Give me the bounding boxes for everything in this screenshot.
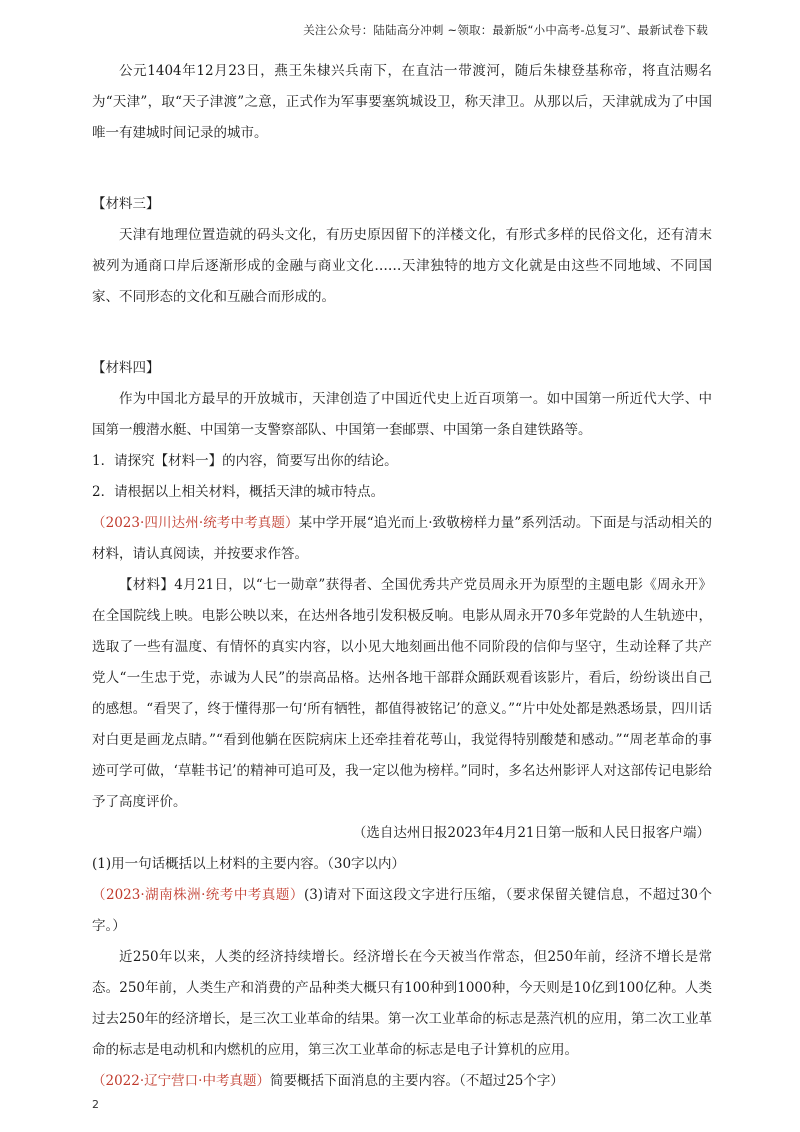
source-dazhou-text: 某中学开展“追光而上·致敬榜样力量”系列活动。下面是与活动相关的材料，请认真阅读，并按要求作答。 [92,515,712,562]
economy-passage: 近250年以来，人类的经济持续增长。经济增长在今天被当作常态，但250年前，经济不增长是常态。250年前，人类生产和消费的产品种类大概只有100种到1000种，今天则是10亿到100亿种。人类过去250年的经济增长，是三次工业革命的结果。第一次工业革命的标志是蒸汽机的应用，第二次工业革命的标志是电动机和内燃机的应用，第三次工业革命的标志是电子计算机的应用。 [92,949,712,1058]
material-3-heading: 【材料三】 [92,196,160,212]
exam-question-zhuzhou [92,880,712,942]
page-number: 2 [92,1098,99,1111]
paragraph-tianjin-history: 公元1404年12月23日，燕王朱棣兴兵南下，在直沽一带渡河，随后朱棣登基称帝，将直沽赐名为“天津”，取“天子津渡”之意，正式作为军事要塞筑城设卫，称天津卫。从那以后，天津就成为了中国唯一有建城时间记录的城市。 [92,63,712,141]
source-zhuzhou-text: (3)请对下面这段文字进行压缩，（要求保留关键信息，不超过30个字。） [92,887,712,934]
question-2: 2．请根据以上相关材料，概括天津的城市特点。 [92,484,385,500]
source-tag-dazhou: （2023·四川达州·统考中考真题） [92,515,299,531]
source-yingkou-text: 简要概括下面消息的主要内容。（不超过25个字） [269,1073,564,1089]
material-dazhou-text: 4月21日，以“七一勋章”获得者、全国优秀共产党员周永开为原型的主题电影《周永开》在全国院线上映。电影公映以来，在达州各地引发积极反响。电影从周永开70多年党龄的人生轨迹中，选取了一些有温度、有情怀的真实内容，以小见大地刻画出他不同阶段的信仰与坚守，生动诠释了共产党人“一生忠于党，赤诚为人民”的崇高品格。达州各地干部群众踊跃观看该影片，看后，纷纷谈出自己的感想。“看哭了，终于懂得那一句‘所有牺牲，都值得被铭记’的意义。”“片中处处都是熟悉场景，四川话对白更是画龙点睛。”“看到他躺在医院病床上还牵挂着花萼山，我觉得特别酸楚和感动。”“周老革命的事迹可学可做，‘草鞋书记’的精神可追可及，我一定以他为榜样。”同时，多名达州影评人对这部传记电影给予了高度评价。 [92,577,712,810]
question-1: 1．请探究【材料一】的内容，简要写出你的结论。 [92,453,398,469]
material-3-text: 天津有地理位置造就的码头文化，有历史原因留下的洋楼文化，有形式多样的民俗文化，还有清末被列为通商口岸后逐渐形成的金融与商业文化……天津独特的地方文化就是由这些不同地域、不同国家、不同形态的文化和互融合而形成的。 [92,227,712,305]
material-4-heading: 【材料四】 [92,360,160,376]
question-summary: (1)用一句话概括以上材料的主要内容。（30字以内） [92,856,406,872]
material-dazhou [92,570,712,818]
exam-question-yingkou [92,1066,712,1097]
document-body [92,56,712,1097]
page-header: 关注公众号：陆陆高分冲刺 ~领取：最新版“小中高考-总复习”、最新试卷下载 [303,23,708,37]
material-4-text: 作为中国北方最早的开放城市，天津创造了中国近代史上近百项第一。如中国第一所近代大学、中国第一艘潜水艇、中国第一支警察部队、中国第一套邮票、中国第一条自建铁路等。 [92,391,712,438]
exam-question-dazhou [92,508,712,570]
material-label: 【材料】 [119,577,175,593]
source-tag-zhuzhou: （2023·湖南株洲·统考中考真题） [92,887,304,903]
source-tag-yingkou: （2022·辽宁营口·中考真题） [92,1073,270,1089]
material-citation: （选自达州日报2023年4月21日第一版和人民日报客户端） [352,825,710,841]
